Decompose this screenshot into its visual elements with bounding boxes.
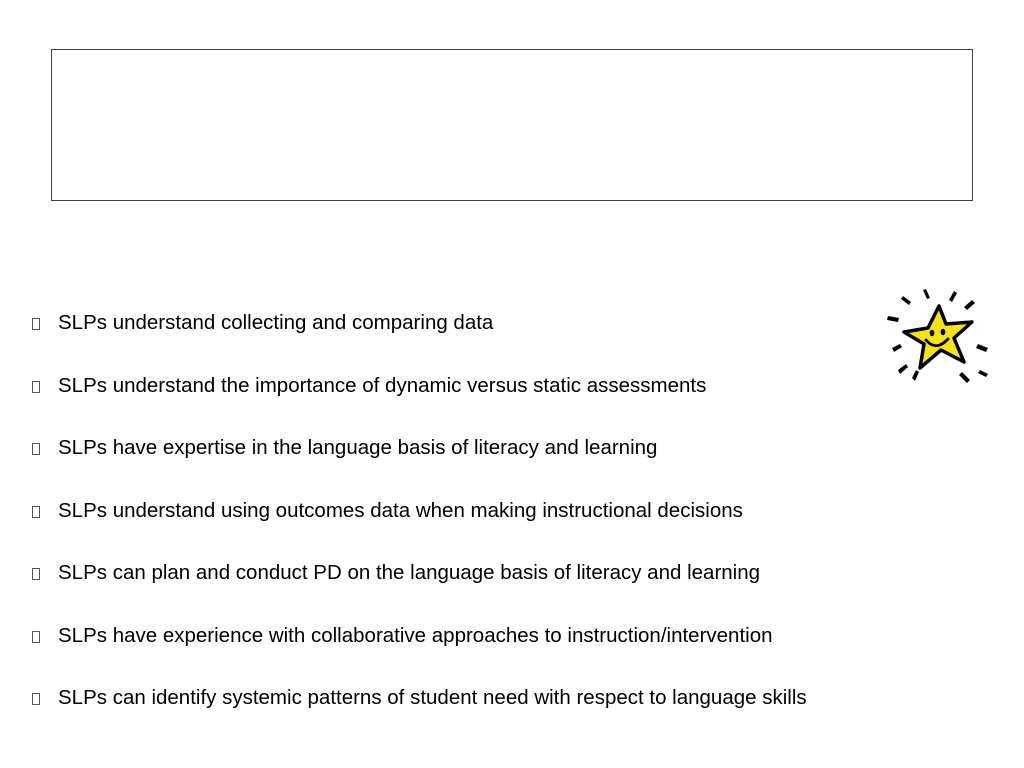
- bullet-glyph-icon: [32, 443, 40, 455]
- sparkle-dash: [912, 370, 919, 381]
- bullet-glyph-icon: [32, 381, 40, 393]
- sparkle-dash: [964, 300, 975, 310]
- star-body: [904, 306, 972, 368]
- sparkle-dash: [892, 344, 902, 352]
- list-item: [28, 667, 988, 730]
- bullet-glyph-icon: [32, 318, 40, 330]
- list-item: [28, 292, 988, 355]
- bullet-text: SLPs have expertise in the language basis of literacy and learning: [58, 436, 658, 459]
- list-item: [28, 605, 988, 668]
- sparkle-dash: [949, 291, 957, 302]
- bullet-text: SLPs understand using outcomes data when making instructional decisions: [58, 498, 743, 522]
- smiling-star-icon: [884, 286, 990, 392]
- bullet-glyph-icon: [32, 568, 40, 580]
- sparkle-dash: [976, 344, 988, 352]
- bullet-text: SLPs understand collecting and comparing data: [58, 311, 494, 334]
- star-left-eye: [930, 330, 935, 336]
- sparkle-dash: [978, 370, 988, 377]
- star-right-eye: [941, 329, 946, 335]
- sparkle-dash: [959, 372, 970, 383]
- sparkle-dash: [901, 296, 911, 305]
- list-item: [28, 355, 988, 418]
- slide-title-box: [51, 49, 973, 201]
- bullet-glyph-icon: [32, 631, 40, 643]
- bullet-glyph-icon: [32, 506, 40, 518]
- sparkle-dash: [898, 364, 908, 374]
- list-item: [28, 480, 988, 543]
- sparkle-dash: [887, 316, 899, 322]
- bullet-text: SLPs have experience with collaborative approaches to instruction/intervention: [58, 623, 773, 647]
- bullet-glyph-icon: [32, 693, 40, 705]
- list-item: [28, 417, 988, 480]
- bullet-list: [28, 292, 988, 730]
- sparkle-dash: [923, 289, 930, 299]
- bullet-text: SLPs understand the importance of dynamic versus static assessments: [58, 373, 707, 397]
- bullet-text: SLPs can identify systemic patterns of student need with respect to language skills: [58, 686, 807, 709]
- list-item: [28, 542, 988, 605]
- bullet-text: SLPs can plan and conduct PD on the language basis of literacy and learning: [58, 561, 761, 584]
